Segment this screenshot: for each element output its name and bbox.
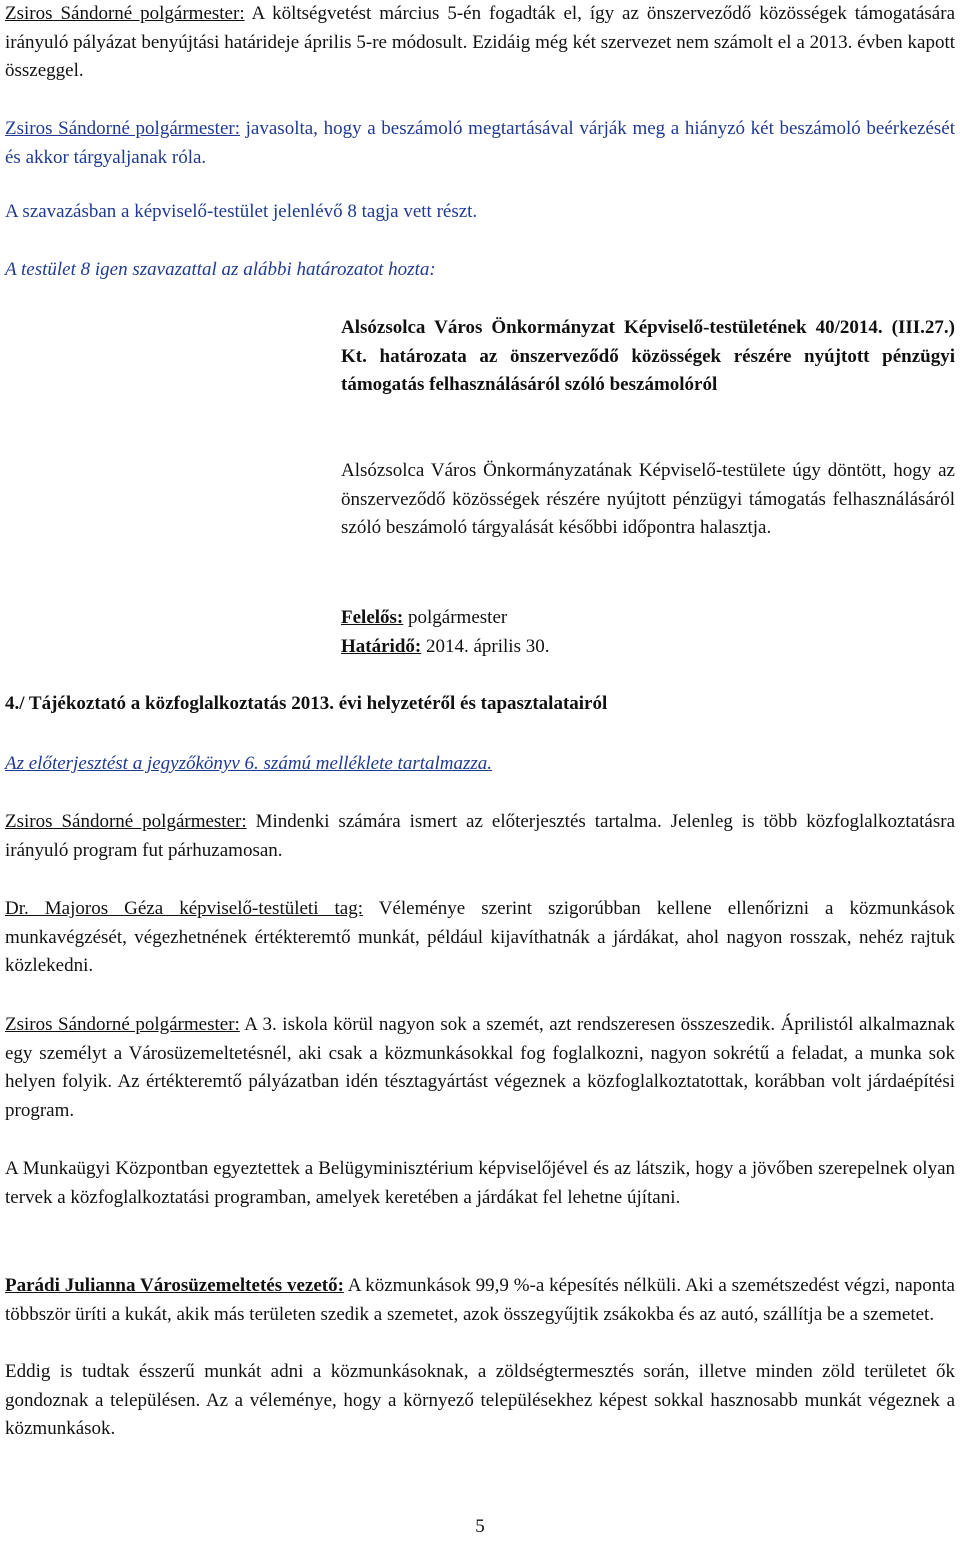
paragraph-text: javasolta, hogy a beszámoló megtartásával várják meg a hiányzó két beszámoló beérkezését és akkor tárgyaljanak róla. [5, 118, 955, 168]
responsible-value: polgármester [403, 607, 508, 628]
speaker-name: Zsiros Sándorné polgármester: [5, 118, 241, 139]
speaker-name: Zsiros Sándorné polgármester: [5, 1014, 240, 1035]
paragraph-mayor-programs [5, 808, 955, 865]
vote-result: A testület 8 igen szavazattal az alábbi határozatot hozta: [5, 259, 436, 280]
resolution-deadline [341, 633, 955, 662]
resolution-responsible [341, 604, 955, 633]
speaker-name: Zsiros Sándorné polgármester: [5, 811, 247, 832]
paragraph-mayor-budget [5, 0, 955, 86]
resolution-title: Alsózsolca Város Önkormányzat Képviselő-testületének 40/2014. (III.27.) Kt. határozata az önszerveződő közösségek részére nyújtott pénzügyi támogatás felhasználásáról szóló beszámolóról [341, 317, 955, 396]
paragraph-text: A 3. iskola körül nagyon sok a szemét, azt rendszeresen összeszedik. Áprilistól alkalmaznak egy személyt a Városüzemeltetésnél, aki csak a közmunkásokkal fog foglalkozni, nagyon sokrétű a feladat, a munka sok helyen folyik. Az értékteremtő pályázatban idén tésztagyártást végeznek a közfoglalkoztatottak, korábban volt járdaépítési program. [5, 1014, 955, 1121]
deadline-label: Határidő: [341, 636, 422, 657]
paragraph-text: A közmunkások 99,9 %-a képesítés nélküli. Aki a szemétszedést végzi, naponta többször üríti a kukát, akik más területen szedik a szemetet, azok összegyűjtik zsákokba és az autó, szállítja be a szemetet. [5, 1275, 955, 1325]
deadline-value: 2014. április 30. [421, 636, 550, 657]
resolution-body: Alsózsolca Város Önkormányzatának Képviselő-testülete úgy döntött, hogy az önszerveződő közösségek részére nyújtott pénzügyi támogatás felhasználásáról szóló beszámoló tárgyalását későbbi időpontra halasztja. [341, 460, 955, 539]
page-number: 5 [475, 1516, 485, 1537]
speaker-name: Parádi Julianna Városüzemeltetés vezető: [5, 1275, 344, 1296]
paragraph-mayor-response [5, 1011, 955, 1125]
vote-attendance: A szavazásban a képviselő-testület jelenlévő 8 tagja vett részt. [5, 201, 478, 222]
agenda-item-title: 4./ Tájékoztató a közfoglalkoztatás 2013. évi helyzetéről és tapasztalatairól [5, 693, 608, 714]
paragraph-text: Mindenki számára ismert az előterjesztés tartalma. Jelenleg is több közfoglalkoztatásra irányuló program fut párhuzamosan. [5, 811, 955, 861]
paragraph-paradi-continued: Eddig is tudtak ésszerű munkát adni a közmunkásoknak, a zöldségtermesztés során, illetve minden zöld területet ők gondoznak a településen. Az a véleménye, hogy a környező településekhez képest sokkal hasznosabb munkát végeznek a közmunkások. [5, 1361, 955, 1440]
paragraph-mayor-ministry: A Munkaügyi Központban egyeztettek a Belügyminisztérium képviselőjével és az látszik, hogy a jövőben szerepelnek olyan tervek a közfoglalkoztatási programban, amelyek keretében a járdákat fel lehetne újítani. [5, 1158, 955, 1208]
attachment-note: Az előterjesztést a jegyzőkönyv 6. számú melléklete tartalmazza. [5, 753, 493, 774]
speaker-name: Dr. Majoros Géza képviselő-testületi tag: [5, 898, 364, 919]
paragraph-text: Véleménye szerint szigorúbban kellene ellenőrizni a közmunkások munkavégzését, végezhetnének értékteremtő munkát, például kijavíthatnák a járdákat, ahol nagyon rosszak, nehéz rajtuk közlekedni. [5, 898, 956, 977]
paragraph-majoros [5, 895, 955, 981]
paragraph-mayor-proposal [5, 115, 955, 172]
paragraph-text: A költségvetést március 5-én fogadták el, így az önszerveződő közösségek támogatására irányuló pályázat benyújtási határideje április 5-re módosult. Ezidáig még két szervezet nem számolt el a 2013. évben kapott összeggel. [5, 3, 955, 82]
paragraph-paradi [5, 1272, 955, 1329]
speaker-name: Zsiros Sándorné polgármester: [5, 3, 245, 24]
responsible-label: Felelős: [341, 607, 404, 628]
